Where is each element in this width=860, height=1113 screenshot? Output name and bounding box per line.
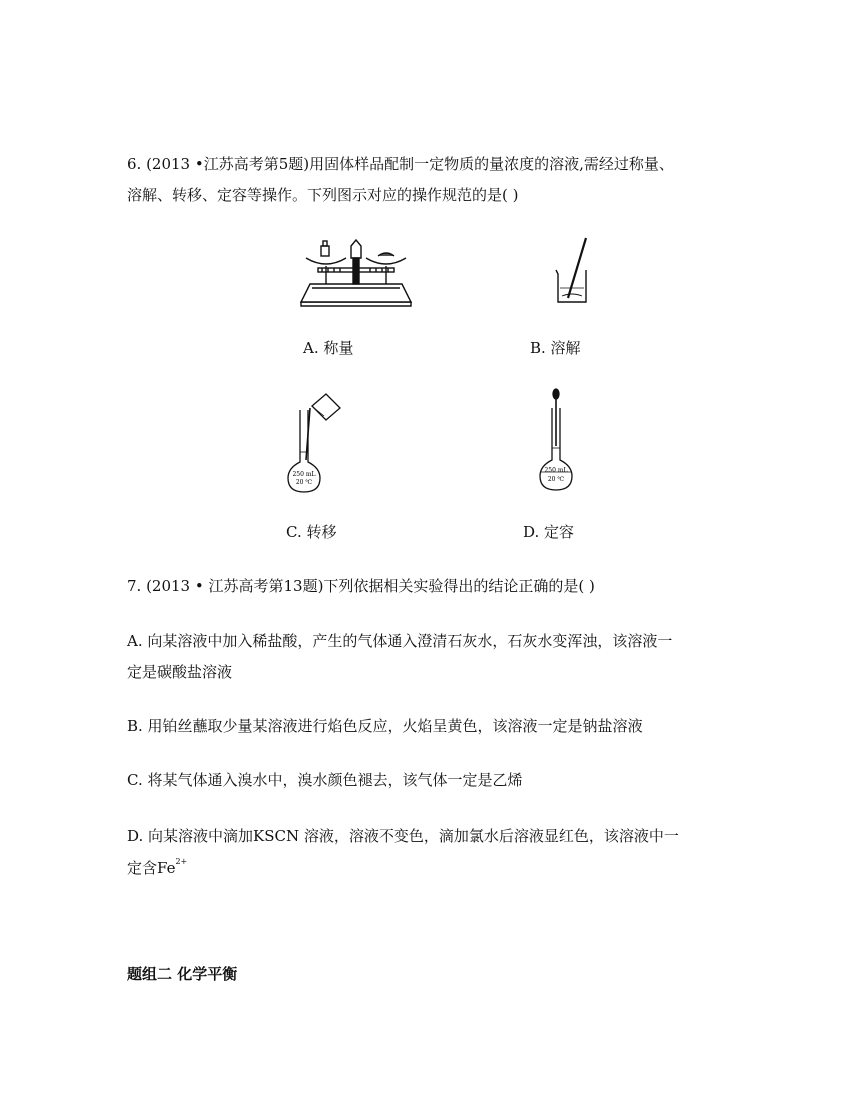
- section-title: 题组二 化学平衡: [127, 965, 238, 983]
- q6-stem-line2: 溶解、转移、定容等操作。下列图示对应的操作规范的是( ): [127, 186, 519, 204]
- beaker-figure: [552, 236, 592, 306]
- flask-volume-text: 250 mL: [292, 471, 316, 478]
- flask-d-volume-text: 250 mL: [544, 467, 568, 474]
- fe-charge-superscript: 2+: [175, 857, 188, 866]
- option-a-label: A. 称量: [303, 339, 354, 357]
- q7-option-d-line1: D. 向某溶液中滴加KSCN 溶液，溶液不变色，滴加氯水后溶液显红色，该溶液中一: [127, 827, 679, 845]
- flask-dropper-figure: [536, 388, 576, 494]
- q7-option-a-line1: A. 向某溶液中加入稀盐酸，产生的气体通入澄清石灰水，石灰水变浑浊，该溶液一: [127, 632, 673, 650]
- q7-option-c: C. 将某气体通入溴水中，溴水颜色褪去，该气体一定是乙烯: [127, 771, 523, 789]
- option-b-label: B. 溶解: [530, 339, 581, 357]
- option-c-label: C. 转移: [286, 523, 337, 541]
- q6-stem-line1: 6. (2013 •江苏高考第5题)用固体样品配制一定物质的量浓度的溶液,需经过称量、: [127, 155, 674, 173]
- flask-d-temp-text: 20 ℃: [547, 476, 565, 483]
- balance-figure: [298, 236, 414, 308]
- q7-option-d-text: 定含Fe: [127, 859, 176, 877]
- q7-stem: 7. (2013 • 江苏高考第13题)下列依据相关实验得出的结论正确的是( ): [127, 577, 595, 595]
- q7-option-a-line2: 定是碳酸盐溶液: [127, 663, 233, 681]
- q7-option-b: B. 用铂丝蘸取少量某溶液进行焰色反应，火焰呈黄色，该溶液一定是钠盐溶液: [127, 717, 643, 735]
- flask-temp-text: 20 ℃: [295, 479, 313, 486]
- flask-pour-figure: [286, 392, 342, 496]
- option-d-label: D. 定容: [523, 523, 575, 541]
- q7-option-d-line2: [127, 858, 187, 878]
